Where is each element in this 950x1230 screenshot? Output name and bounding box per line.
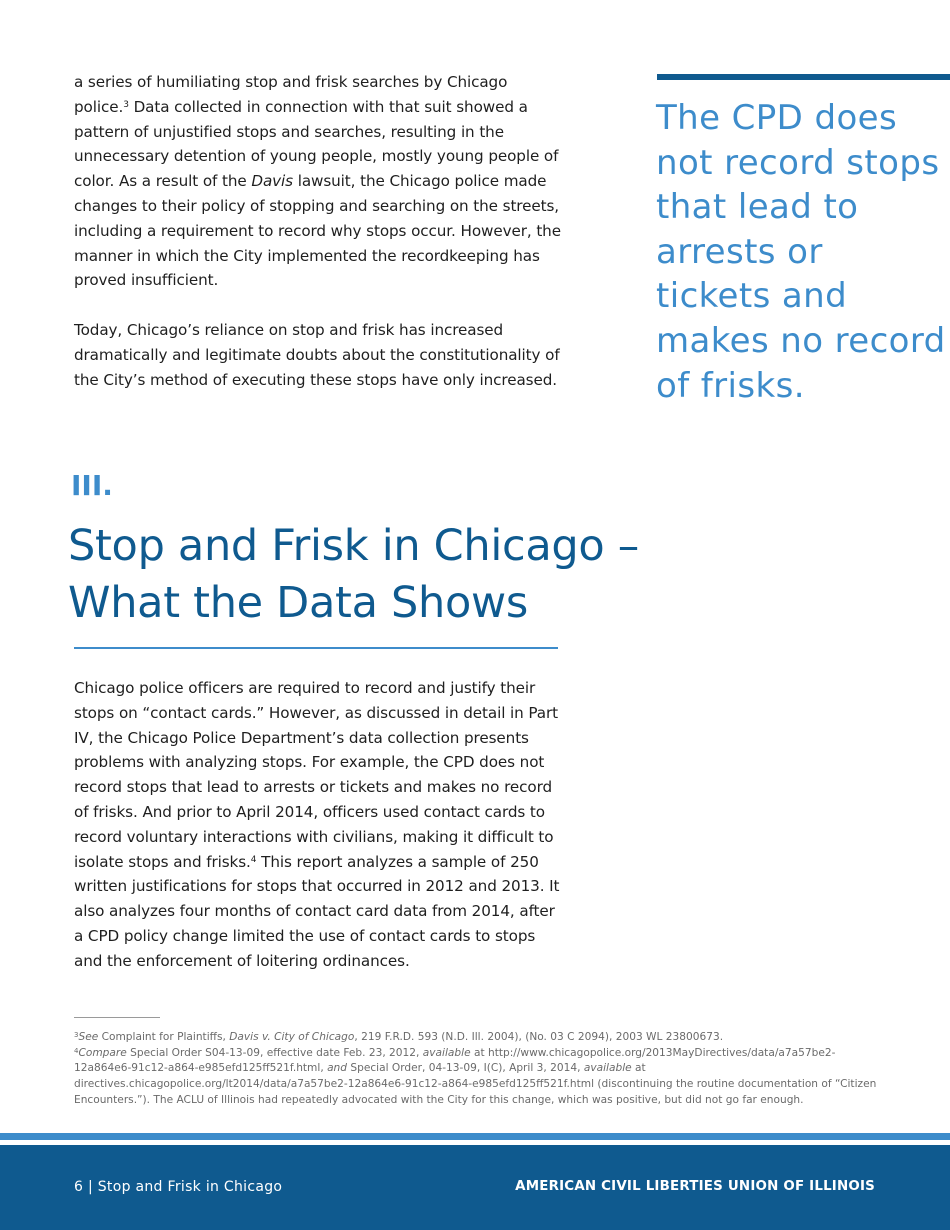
section-title <box>68 518 668 632</box>
footer-page-label: 6 | Stop and Frisk in Chicago <box>74 1179 283 1195</box>
section-title-rule <box>74 647 558 649</box>
footnote-ref-4[interactable]: 4 <box>250 854 257 865</box>
footnote-3: $^3$See Complaint for Plaintiffs, Davis v. City of Chicago, 219 F.R.D. 593 (N.D. Ill. 2004), (No. 03 C 2094), 2003 WL 23800673. <box>74 1031 724 1043</box>
pullquote: The CPD does not record stops that lead to arrests or tickets and makes no record of frisks. <box>656 98 946 406</box>
footnote-ref-3[interactable]: 3 <box>123 99 129 110</box>
section-paragraph-1: Chicago police officers are required to record and justify their stops on “contact cards.” However, as discussed in detail in Part IV, the Chicago Police Department’s data collection presents problems with analyzing stops. For example, the CPD does not record stops that lead to arrests or tickets and makes no record of frisks. And prior to April 2014, officers used contact cards to record voluntary interactions with civilians, making it difficult to isolate stops and frisks.$^4$ This report analyzes a sample of 250 written justifications for stops that occurred in 2012 and 2013. It also analyzes four months of contact card data from 2014, after a CPD policy change limited the use of contact cards to stops and the enforcement of loitering ordinances. <box>74 679 560 970</box>
footnote-link-1: at http://www.chicagopolice.org/2013MayDirectives/data/a7a57be2-12a864e6-91c12-a864-e985efd125ff521f.html, <box>74 1046 836 1075</box>
case-name: Davis <box>251 172 293 191</box>
section-number: III. <box>71 469 113 502</box>
footnote-divider <box>74 1017 160 1018</box>
footer-stripe <box>0 1133 950 1140</box>
pullquote-rule <box>657 74 950 80</box>
footnote-4: $^4$Compare Special Order S04-13-09, effective date Feb. 23, 2012, available at http://www.chicagopolice.org/2013MayDirectives/data/a7a57be2-12a864e6-91c12-a864-e985efd125ff521f.html, and Special Order, 04-13-09, I(C), April 3, 2014, available at directives.chicagopolice.org/lt2014/data/a7a57be2-12a864e6-91c12-a864-e985efd125ff521f.html (discontinuing the routine documentation of “Citizen Encounters.”). The ACLU of Illinois had repeatedly advocated with the City for this change, which was positive, but did not go far enough. <box>74 1046 877 1106</box>
footnotes <box>74 1030 884 1109</box>
section-title-line-2: What the Data Shows <box>68 578 528 628</box>
intro-paragraph-1: a series of humiliating stop and frisk searches by Chicago police.$^3$ Data collected in connection with that suit showed a pattern of unjustified stops and searches, resulting in the unnecessary detention of young people, mostly young people of color. As a result of the Davis lawsuit, the Chicago police made changes to their policy of stopping and searching on the streets, including a requirement to record why stops occur. However, the manner in which the City implemented the recordkeeping has proved insufficient. <box>74 73 561 290</box>
footer-organization: AMERICAN CIVIL LIBERTIES UNION OF ILLINOIS <box>515 1179 875 1194</box>
intro-paragraph-2: Today, Chicago’s reliance on stop and frisk has increased dramatically and legitimate doubts about the constitutionality of the City’s method of executing these stops have only increased. <box>74 321 560 389</box>
footnote-link-2: at directives.chicagopolice.org/lt2014/data/a7a57be2-12a864e6-91c12-a864-e985efd125ff521f.html (discontinuing the routine documentation of “Citizen Encounters.”). The ACLU of Illinois had repeatedly advocated with the City for this change, which was positive, but did not go far enough. <box>74 1062 877 1106</box>
section-title-line-1: Stop and Frisk in Chicago – <box>68 521 639 571</box>
